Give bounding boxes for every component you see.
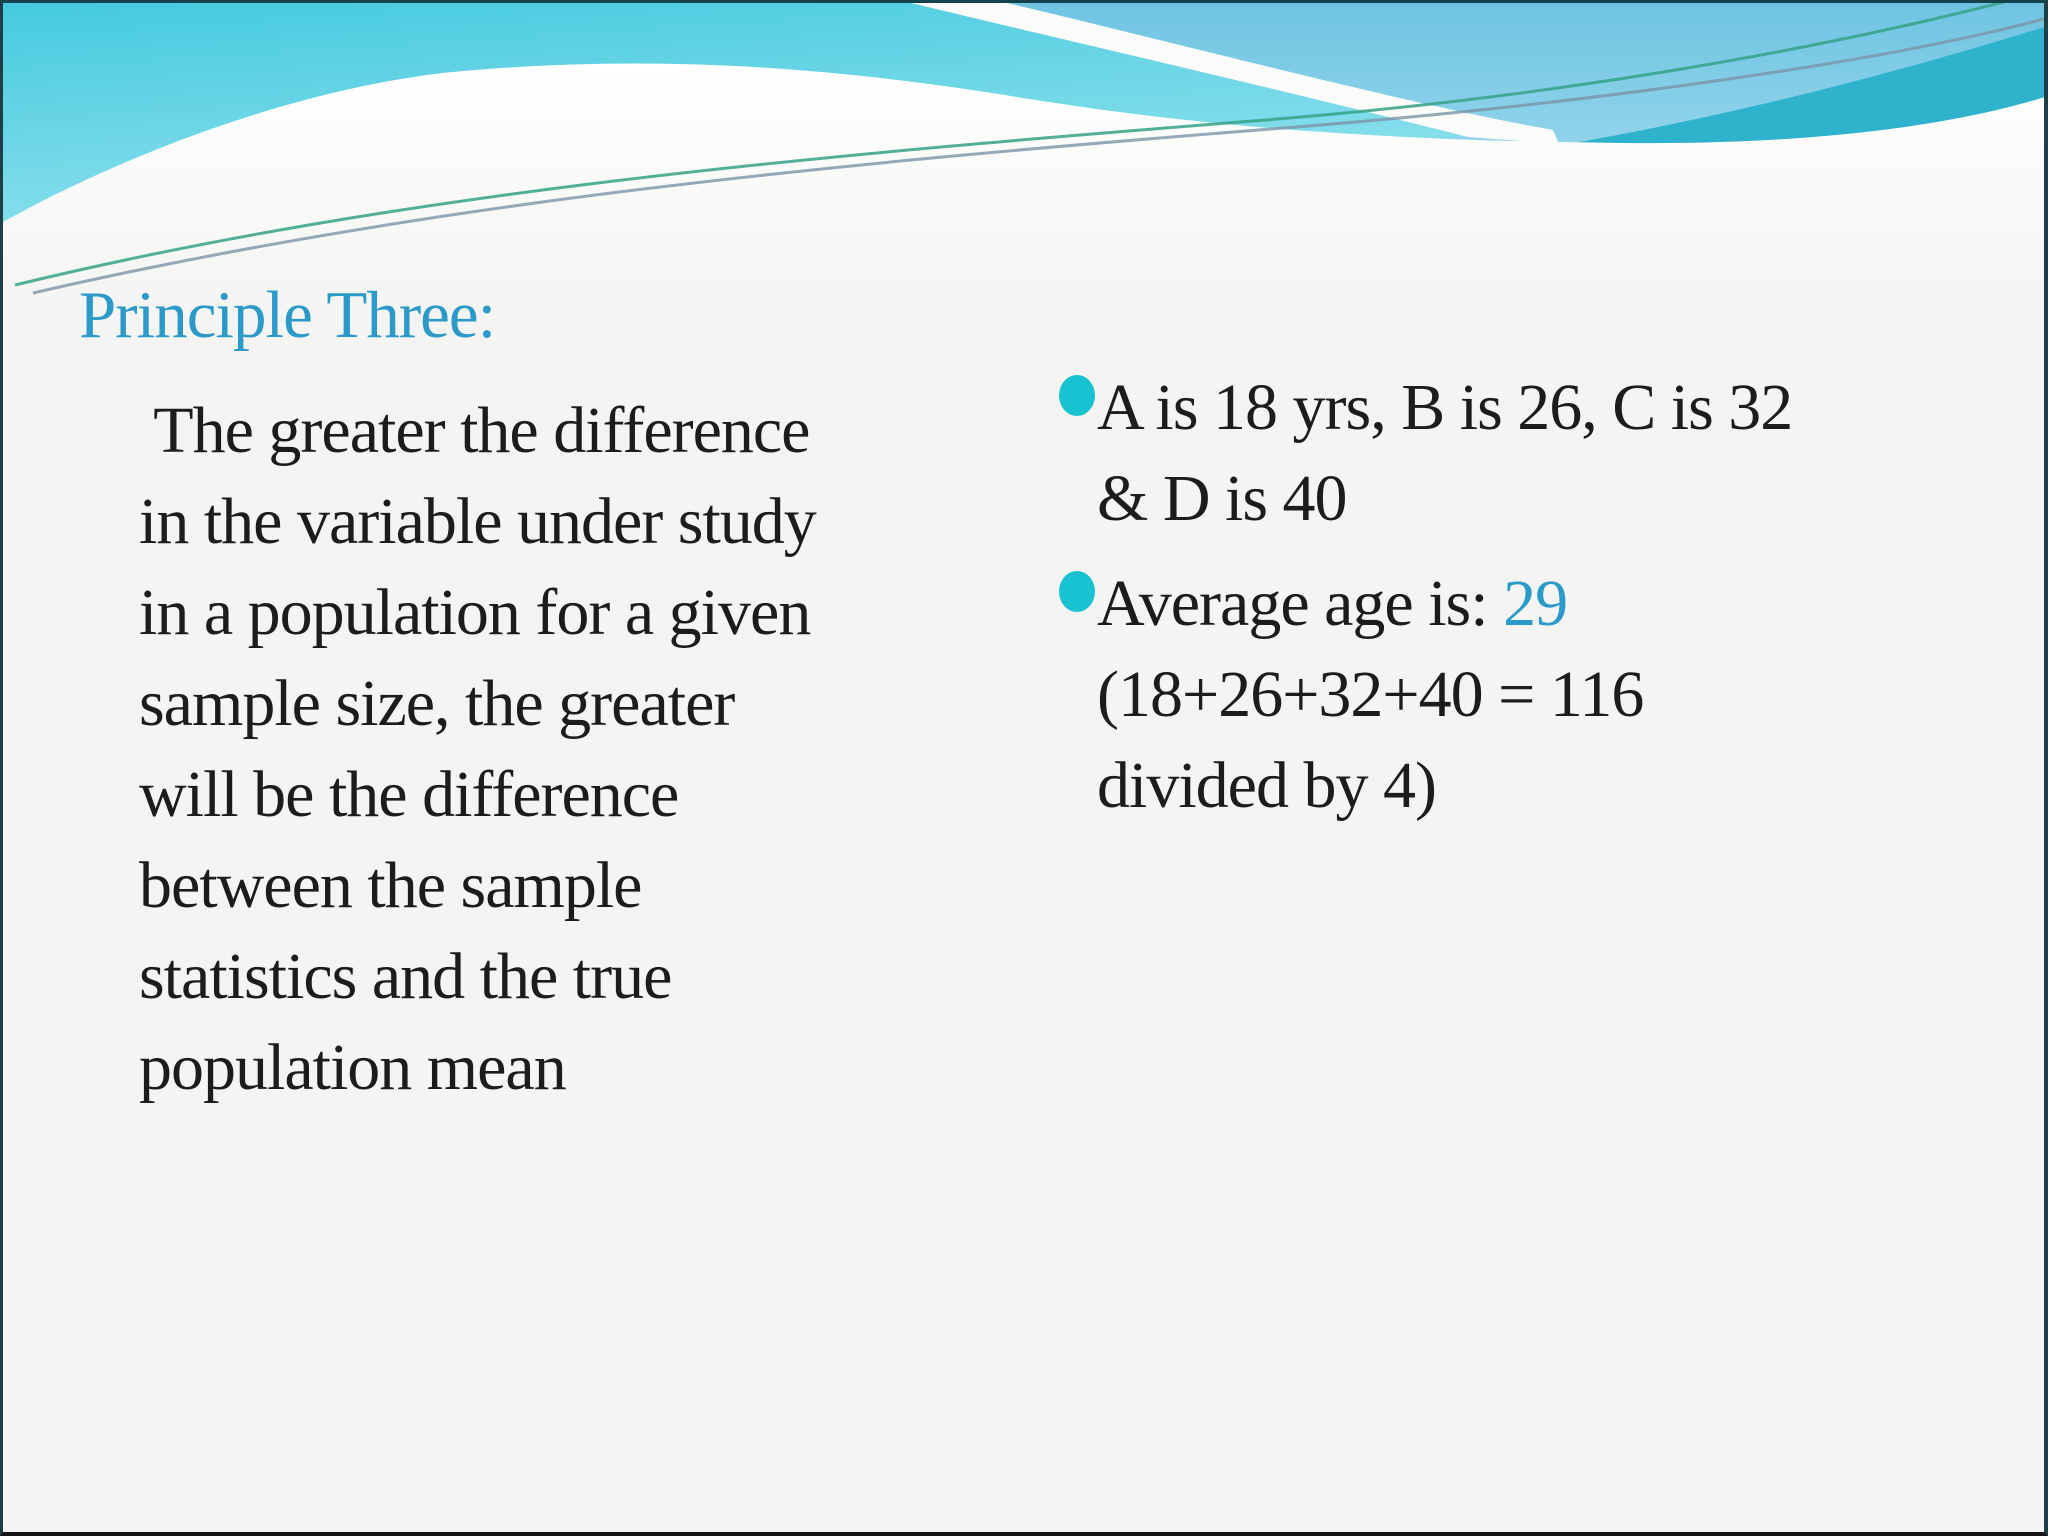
bullet-item-ages [1059,362,2039,544]
paragraph-line-7: statistics and the true [139,940,672,1013]
bullet2-line-1 [1097,558,2039,649]
bullet-dot-icon [1059,375,1095,416]
paragraph-line-6: between the sample [139,849,642,922]
average-value: 29 [1503,567,1568,640]
bullet-dot-icon [1059,571,1095,612]
bullet1-line-2: & D is 40 [1097,462,1347,535]
slide-title: Principle Three: [79,278,496,352]
paragraph-line-5: will be the difference [139,758,679,831]
header-wave-decoration [3,3,2048,313]
average-label: Average age is: [1097,567,1504,640]
paragraph-line-3: in a population for a given [139,576,811,649]
paragraph-line-2: in the variable under study [139,485,816,558]
paragraph-line-1: The greater the difference [139,394,810,467]
bullet2-line-3: divided by 4) [1097,749,1436,822]
left-text-column [139,385,1069,1113]
bullet-item-average [1059,558,2039,831]
bullet1-line-1: A is 18 yrs, B is 26, C is 32 [1097,371,1793,444]
paragraph-line-8: population mean [139,1031,566,1104]
right-bullet-column [1059,362,2039,831]
paragraph-line-4: sample size, the greater [139,667,735,740]
bullet2-line-2: (18+26+32+40 = 116 [1097,658,1644,731]
